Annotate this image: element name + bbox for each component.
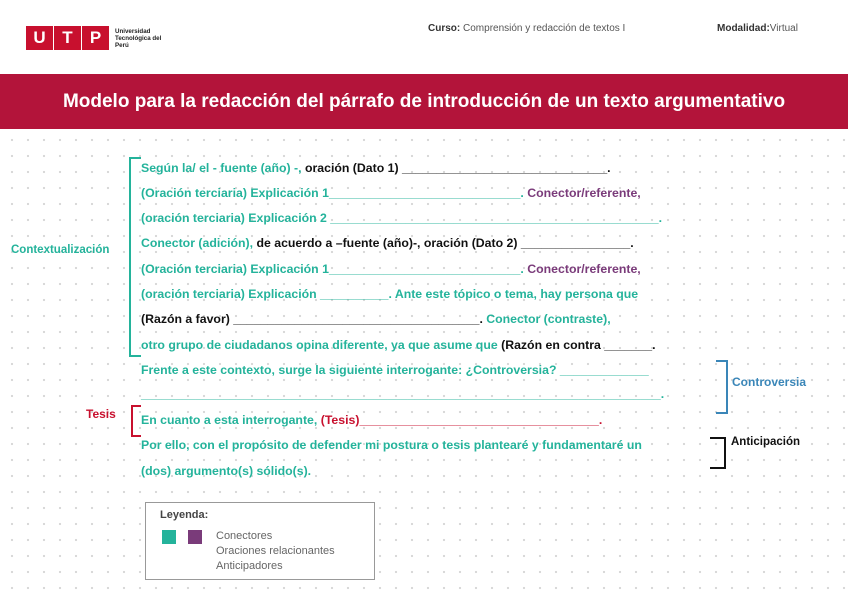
thesis-label: Tesis — [86, 407, 116, 421]
utp-logo — [26, 26, 175, 50]
legend-title: Leyenda: — [160, 509, 209, 521]
controversy-label: Controversia — [732, 375, 807, 389]
line-11-blank: ___________________________________. — [359, 413, 603, 427]
legend-swatch-teal — [162, 530, 176, 544]
logo-letter-t: T — [54, 26, 81, 50]
body-line-9 — [141, 362, 649, 378]
line-5-referent: Conector/referente, — [527, 262, 641, 276]
line-11-connector: En cuanto a esta interrogante, — [141, 413, 321, 427]
body-line-8 — [141, 337, 656, 353]
legend-box — [145, 502, 375, 580]
legend-item-anticipators: Anticipadores — [216, 560, 283, 572]
anticipation-label: Anticipación — [731, 436, 801, 448]
contextualization-bracket — [129, 157, 141, 357]
body-line-12 — [141, 437, 642, 453]
legend-swatch-purple — [188, 530, 202, 544]
body-line-1 — [141, 160, 611, 176]
line-8-reason-against: (Razón en contra _______. — [501, 338, 656, 352]
logo-university-name: Universidad Tecnológica del Perú — [115, 27, 162, 49]
legend-item-connectors: Conectores — [216, 530, 273, 542]
line-2-referent: Conector/referente, — [527, 186, 641, 200]
modality-info — [717, 23, 798, 34]
body-line-4 — [141, 235, 634, 251]
body-line-10 — [141, 386, 664, 402]
page-title: Modelo para la redacción del párrafo de introducción de un texto argumentativo — [0, 74, 848, 129]
anticipation-bracket — [710, 437, 726, 469]
line-1-sentence: oración (Dato 1) ______________________________. — [304, 161, 611, 175]
body-line-2 — [141, 185, 641, 201]
line-4-sentence: de acuerdo a –fuente (año)-, oración (Dato 2) ________________. — [256, 236, 634, 250]
legend-item-relating: Oraciones relacionantes — [216, 545, 335, 557]
line-7-connector: Conector (contraste), — [486, 312, 611, 326]
line-5-explanation: (Oración terciaria) Explicación 1____________________________. — [141, 262, 528, 276]
modality-label: Modalidad: — [717, 23, 770, 34]
logo-letter-p: P — [82, 26, 109, 50]
top-header — [0, 0, 848, 74]
line-7-reason-for: (Razón a favor) ____________________________________. — [141, 312, 487, 326]
line-11-thesis: (Tesis) — [320, 413, 360, 427]
line-9-controversy: Frente a este contexto, surge la siguiente interrogante: ¿Controversia? _____________ — [141, 363, 649, 377]
course-value: Comprensión y redacción de textos I — [463, 23, 626, 34]
body-line-3 — [141, 210, 662, 226]
body-line-11 — [141, 412, 602, 428]
line-4-connector: Conector (adición), — [141, 236, 257, 250]
logo-letter-u: U — [26, 26, 53, 50]
line-13-anticipation: (dos) argumento(s) sólido(s). — [141, 464, 312, 478]
line-10-blank: ____________________________________________________________________________. — [141, 387, 665, 401]
controversy-bracket — [716, 360, 728, 414]
course-label: Curso: — [428, 23, 461, 34]
course-info — [428, 23, 625, 34]
contextualization-label: Contextualización — [11, 244, 110, 256]
line-12-anticipation: Por ello, con el propósito de defender mi postura o tesis plantearé y fundamentaré un — [141, 438, 642, 452]
line-3-explanation: (oración terciaria) Explicación 2 ________________________________________________. — [141, 211, 662, 225]
body-line-13 — [141, 463, 311, 479]
body-line-7 — [141, 311, 611, 327]
line-6-explanation: (oración terciaria) Explicación __________. Ante este tópico o tema, hay persona que — [141, 287, 639, 301]
thesis-bracket — [131, 405, 141, 437]
line-1-connector: Según la/ el - fuente (año) -, — [141, 161, 305, 175]
line-8-sentence: otro grupo de ciudadanos opina diferente, ya que asume que — [141, 338, 502, 352]
line-2-explanation: (Oración terciaria) Explicación 1____________________________. — [141, 186, 528, 200]
body-line-5 — [141, 261, 641, 277]
modality-value: Virtual — [769, 23, 798, 34]
body-line-6 — [141, 286, 638, 302]
